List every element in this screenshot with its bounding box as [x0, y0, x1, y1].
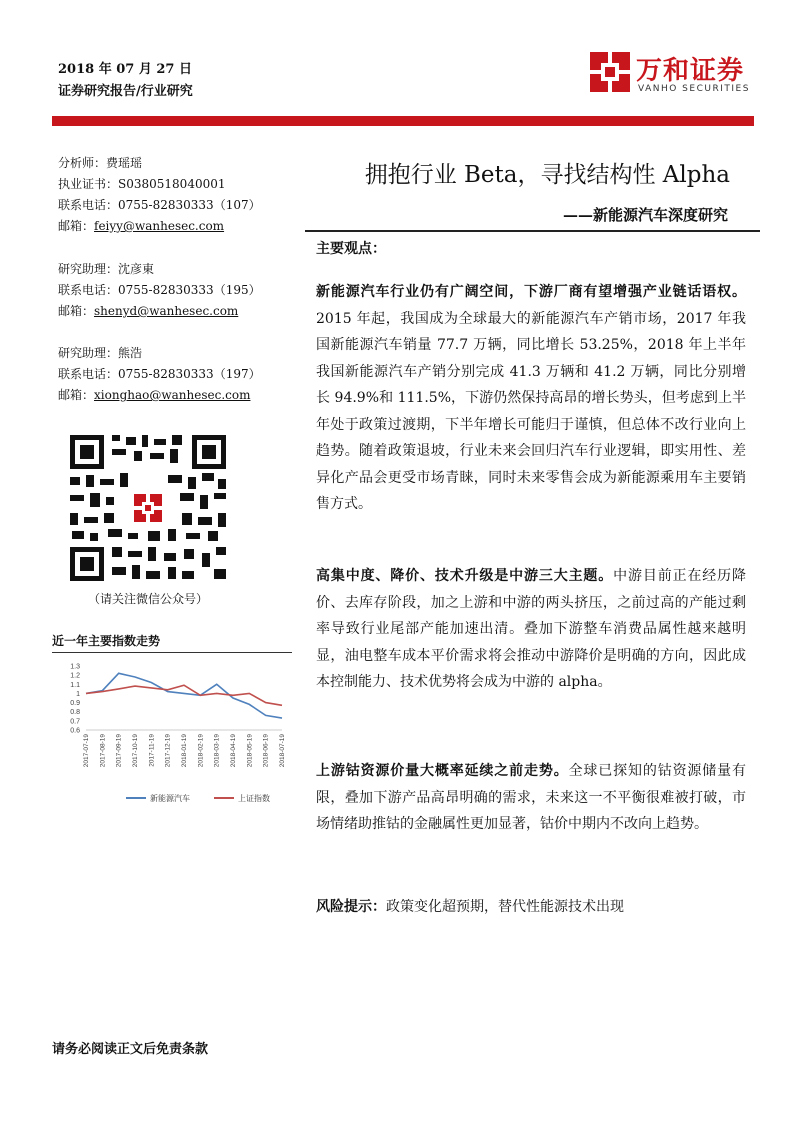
phone-label: 联系电话：	[58, 367, 119, 381]
legend-label: 新能源汽车	[150, 794, 190, 803]
point-body: 中游目前正在经历降价、去库存阶段，加之上游和中游的两头挤压，之前过高的产能过剩率导致行业尾部产能加速出清。叠加下游整车消费品属性越来越明显，油电整车成本平价需求将会推动中游降价是明确的方向，因此成本控制能力、技术优势将会成为中游的 alpha。	[316, 568, 747, 690]
analyst-name: 费瑶瑶	[106, 156, 143, 170]
email-link[interactable]: xionghao@wanhesec.com	[94, 388, 251, 402]
x-tick-label: 2018-06-19	[262, 734, 270, 768]
vanho-logo-icon	[588, 50, 632, 94]
logo-chinese-name: 万和证券	[636, 56, 745, 86]
x-tick-label: 2018-05-19	[246, 734, 254, 768]
x-tick-label: 2017-09-19	[115, 734, 123, 768]
point-headline: 高集中度、降价、技术升级是中游三大主题。	[316, 568, 614, 584]
main-points-label: 主要观点：	[316, 241, 386, 257]
y-tick-label: 1.2	[70, 672, 80, 680]
analyst-name-row	[58, 343, 261, 364]
analyst-name-row	[58, 153, 261, 174]
email-row	[58, 301, 261, 322]
email-label: 邮箱：	[58, 388, 95, 402]
y-tick-label: 0.8	[70, 709, 80, 717]
analyst-name: 熊浩	[118, 346, 143, 360]
email-link[interactable]: feiyy@wanhesec.com	[94, 219, 225, 233]
y-tick-label: 1.3	[70, 663, 80, 671]
y-tick-label: 0.9	[70, 700, 80, 708]
x-tick-label: 2017-11-19	[148, 734, 156, 767]
email-link[interactable]: shenyd@wanhesec.com	[94, 304, 239, 318]
y-tick-label: 0.6	[70, 727, 80, 735]
email-row	[58, 216, 261, 237]
logo-english-name: VANHO SECURITIES	[638, 84, 750, 94]
x-tick-label: 2017-07-19	[83, 734, 90, 768]
x-tick-label: 2018-01-19	[181, 734, 188, 768]
phone-row	[58, 280, 261, 301]
email-label: 邮箱：	[58, 219, 95, 233]
cert-label: 执业证书：	[58, 177, 119, 191]
y-tick-label: 1.1	[70, 681, 80, 689]
header-red-bar	[52, 116, 754, 126]
x-tick-label: 2018-04-19	[230, 734, 237, 768]
analyst-name: 沈彦東	[118, 262, 155, 276]
risk-text: 政策变化超预期，替代性能源技术出现	[386, 899, 624, 915]
legend-label: 上证指数	[238, 794, 270, 803]
wechat-qr-code-icon	[68, 433, 228, 583]
x-tick-label: 2018-07-19	[279, 734, 286, 768]
phone-label: 联系电话：	[58, 283, 119, 297]
point-paragraph-2	[316, 563, 746, 696]
report-title: 拥抱行业 Beta，寻找结构性 Alpha	[364, 162, 730, 188]
point-body: 2015 年起，我国成为全球最大的新能源汽车产销市场，2017 年我国新能源汽车销量 77.7 万辆，同比增长 53.25%，2018 年上半年我国新能源汽车产销分别完成 41.3 万辆和 41.2 万辆，同比分别增长 94.9%和 111.5%，下游仍然保持高昂的增长势头，但考虑到上半年处于政策过渡期，下半年增长可能归于谨慎，但总体不改行业向上趋势。随着政策退坡，行业未来会回归汽车行业逻辑，即实用性、差异化产品会更受市场青睐，同时未来零售会成为新能源乘用车主要销售方式。	[316, 310, 746, 512]
company-logo	[588, 48, 758, 98]
y-tick-label: 1	[76, 690, 80, 698]
phone-number: 0755-82830333（195）	[118, 283, 261, 297]
x-tick-label: 2018-02-19	[197, 734, 205, 768]
title-rule	[305, 230, 760, 232]
index-chart-title-rule	[52, 652, 292, 653]
x-tick-label: 2017-10-19	[132, 734, 139, 768]
qr-caption: （请关注微信公众号）	[87, 592, 208, 606]
report-subtitle: ——新能源汽车深度研究	[562, 206, 728, 224]
x-tick-label: 2017-08-19	[99, 734, 107, 768]
analyst-block-3	[58, 343, 261, 406]
role-label: 研究助理：	[58, 346, 119, 360]
phone-number: 0755-82830333（197）	[118, 367, 261, 381]
x-tick-label: 2017-12-19	[164, 734, 172, 768]
risk-label: 风险提示：	[316, 899, 386, 915]
analyst-block-1	[58, 153, 261, 237]
analyst-name-row	[58, 259, 261, 280]
point-headline: 新能源汽车行业仍有广阔空间，下游厂商有望增强产业链话语权。	[316, 284, 746, 300]
y-tick-label: 0.7	[70, 718, 80, 726]
report-type: 证券研究报告/行业研究	[58, 84, 193, 99]
series-line-上证指数	[86, 685, 282, 705]
point-headline: 上游钴资源价量大概率延续之前走势。	[316, 763, 569, 779]
phone-row	[58, 195, 261, 216]
report-date: 2018 年 07 月 27 日	[58, 62, 192, 77]
index-chart-title: 近一年主要指数走势	[52, 634, 161, 648]
cert-row	[58, 174, 261, 195]
index-trend-chart	[54, 658, 294, 808]
analyst-block-2	[58, 259, 261, 322]
phone-row	[58, 364, 261, 385]
phone-number: 0755-82830333（107）	[118, 198, 261, 212]
disclaimer-footer: 请务必阅读正文后免责条款	[52, 1042, 209, 1057]
cert-number: S0380518040001	[118, 177, 226, 191]
email-row	[58, 385, 261, 406]
point-paragraph-1	[316, 279, 746, 518]
email-label: 邮箱：	[58, 304, 95, 318]
point-paragraph-3	[316, 758, 746, 838]
x-tick-label: 2018-03-19	[213, 734, 221, 768]
phone-label: 联系电话：	[58, 198, 119, 212]
role-label: 研究助理：	[58, 262, 119, 276]
point-body: 全球已探知的钴资源储量有限，叠加下游产品高昂明确的需求，未来这一不平衡很难被打破，市场情绪助推钴的金融属性更加显著，钴价中期内不改向上趋势。	[316, 763, 747, 832]
risk-paragraph	[316, 894, 746, 921]
role-label: 分析师：	[58, 156, 107, 170]
